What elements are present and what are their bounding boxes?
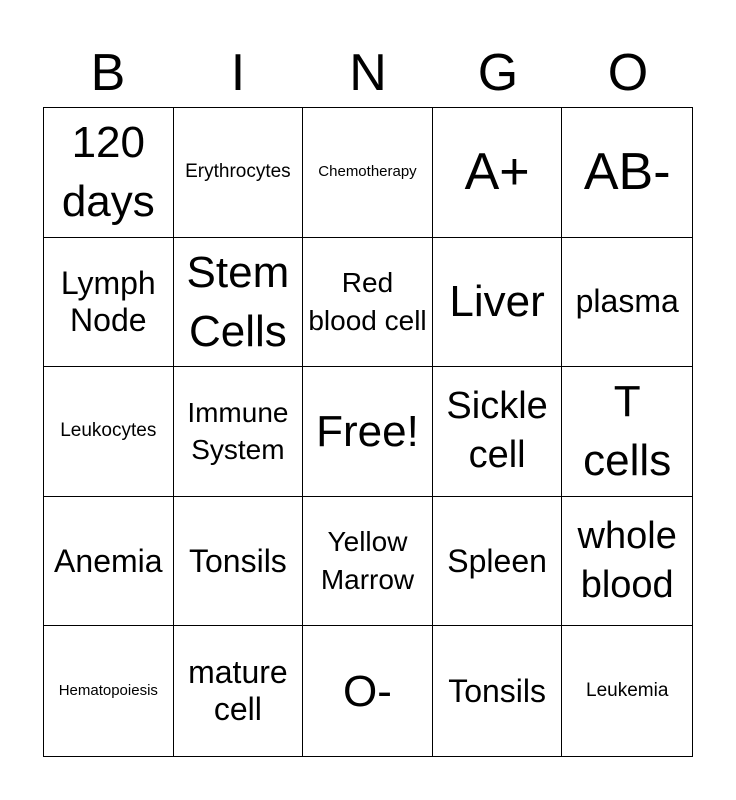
- bingo-cell[interactable]: AB-: [562, 108, 692, 238]
- bingo-cell[interactable]: Lymph Node: [44, 238, 174, 368]
- bingo-cell[interactable]: Tonsils: [433, 626, 563, 756]
- bingo-grid: [43, 107, 693, 757]
- bingo-cell[interactable]: whole blood: [562, 497, 692, 627]
- bingo-cell[interactable]: Tonsils: [174, 497, 304, 627]
- bingo-cell[interactable]: Spleen: [433, 497, 563, 627]
- bingo-cell[interactable]: T cells: [562, 367, 692, 497]
- bingo-cell[interactable]: Chemotherapy: [303, 108, 433, 238]
- bingo-cell[interactable]: Leukocytes: [44, 367, 174, 497]
- bingo-header: [43, 40, 693, 106]
- header-letter-i: I: [230, 44, 246, 102]
- bingo-cell[interactable]: A+: [433, 108, 563, 238]
- bingo-cell[interactable]: Immune System: [174, 367, 304, 497]
- header-letter-g: G: [477, 44, 519, 102]
- bingo-cell[interactable]: Erythrocytes: [174, 108, 304, 238]
- bingo-cell[interactable]: Stem Cells: [174, 238, 304, 368]
- free-space[interactable]: Free!: [303, 367, 433, 497]
- bingo-cell[interactable]: 120 days: [44, 108, 174, 238]
- bingo-cell[interactable]: Red blood cell: [303, 238, 433, 368]
- bingo-cell[interactable]: Yellow Marrow: [303, 497, 433, 627]
- bingo-cell[interactable]: Leukemia: [586, 679, 669, 701]
- header-letter-o: O: [607, 44, 649, 102]
- bingo-cell[interactable]: Sickle cell: [433, 367, 563, 497]
- bingo-cell[interactable]: Hematopoiesis: [44, 626, 174, 756]
- bingo-cell[interactable]: mature cell: [174, 626, 304, 756]
- bingo-cell[interactable]: Anemia: [44, 497, 174, 627]
- bingo-cell[interactable]: Liver: [433, 238, 563, 368]
- header-letter-b: B: [90, 44, 126, 102]
- bingo-cell[interactable]: O-: [303, 626, 433, 756]
- bingo-cell[interactable]: plasma: [562, 238, 692, 368]
- header-letter-n: N: [349, 44, 387, 102]
